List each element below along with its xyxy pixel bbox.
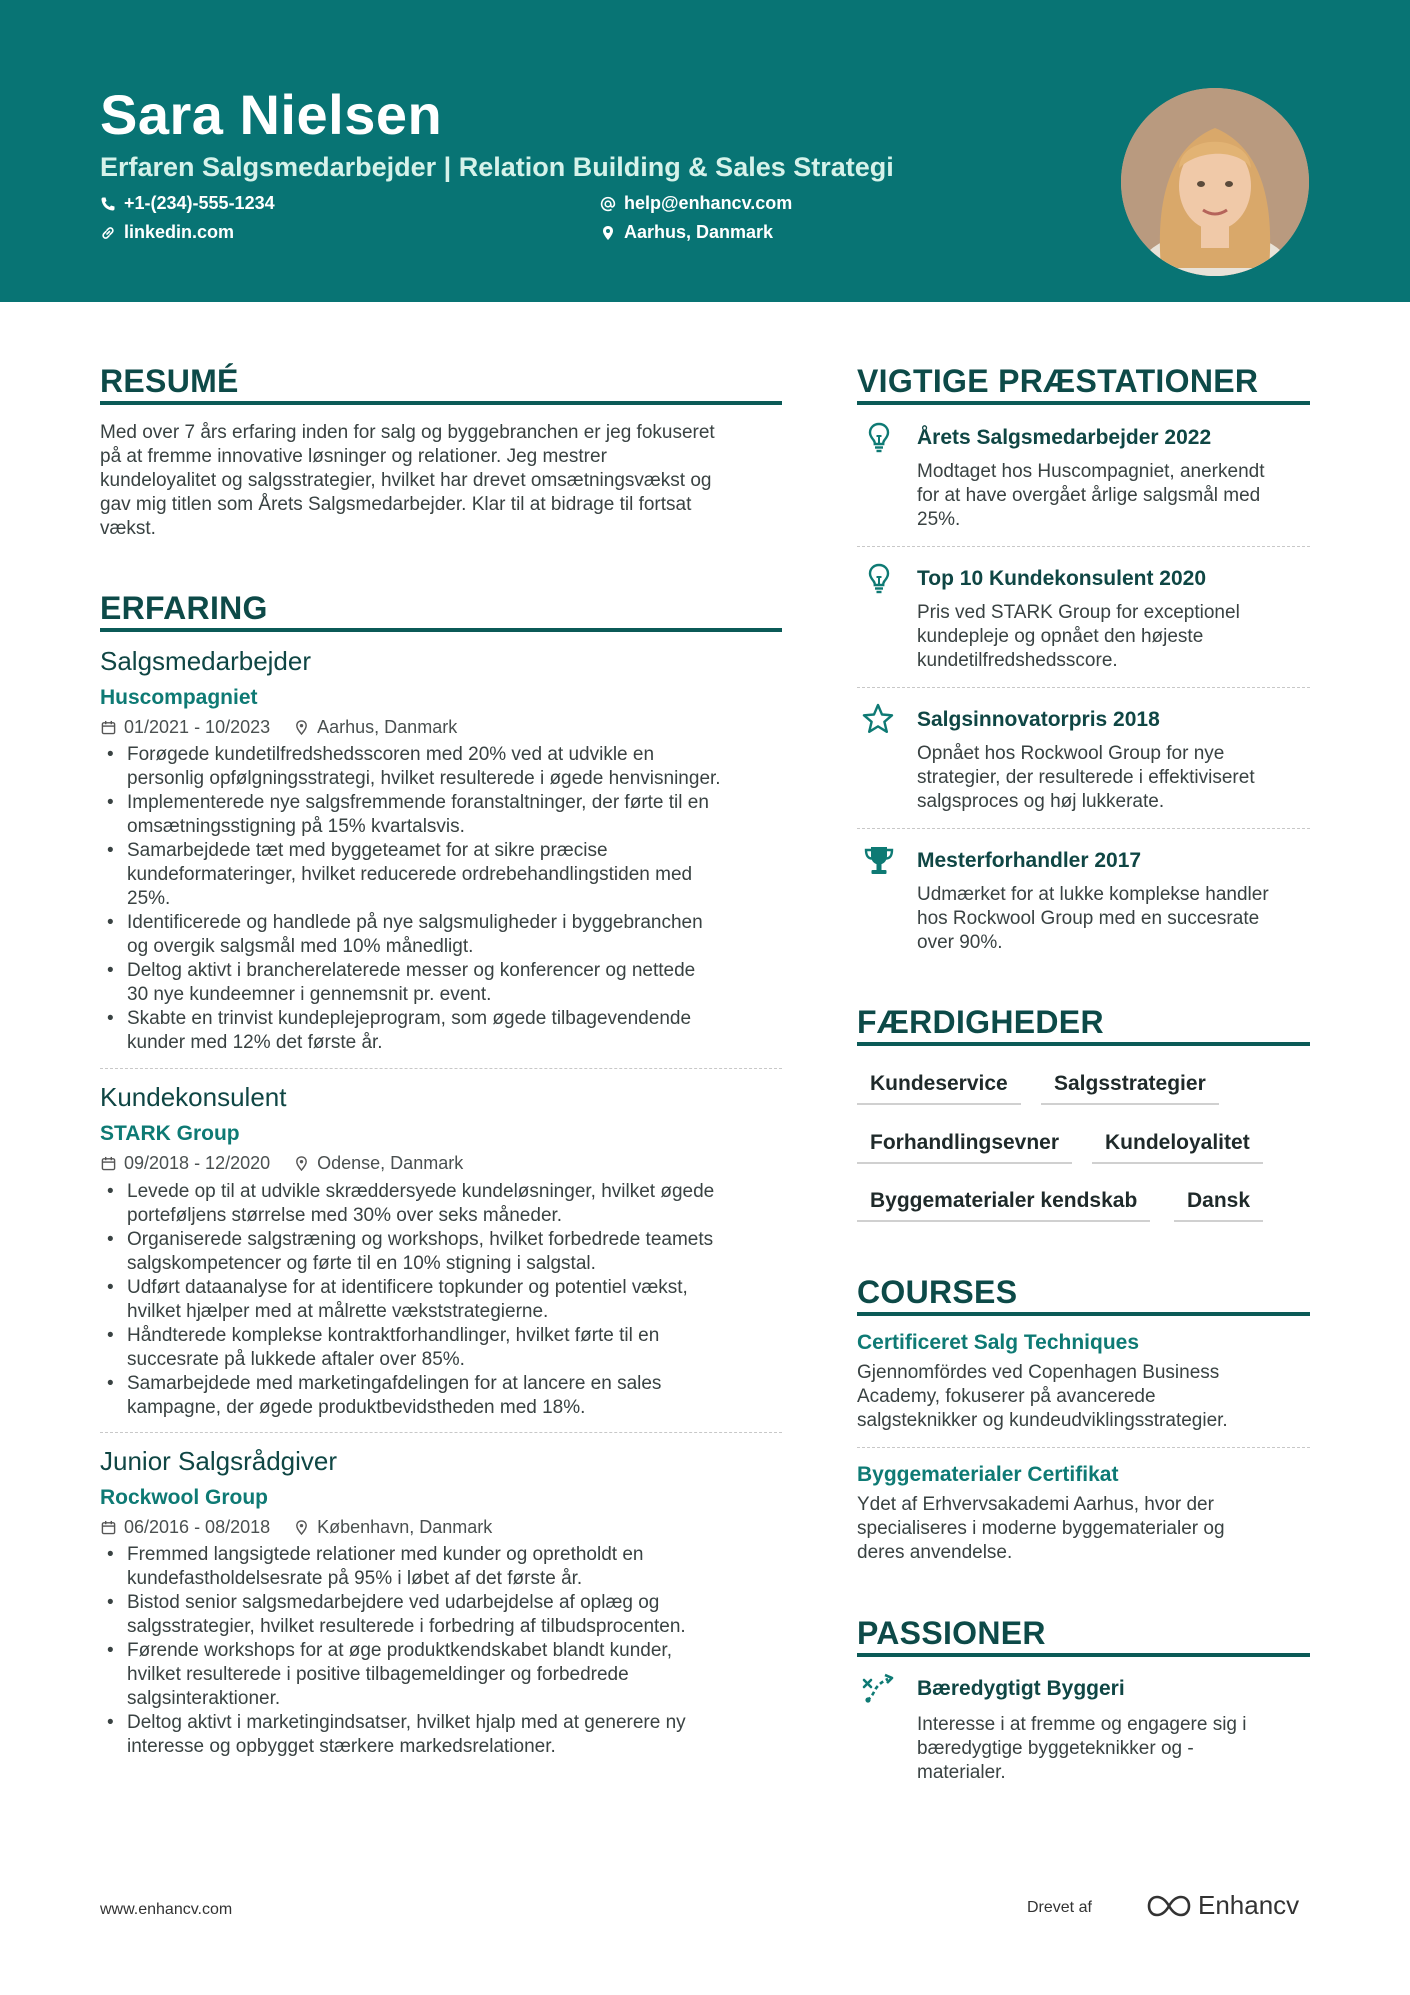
calendar-icon xyxy=(101,1156,116,1171)
courses-rule xyxy=(857,1312,1310,1316)
skill-tag: Dansk xyxy=(1174,1189,1263,1222)
job-dates: 06/2016 - 08/2018 xyxy=(124,1517,271,1537)
list-item: • Samarbejdede tæt med byggeteamet for at sikre præcise kundeformateringer, hvilket reducerede ordrebehandlingstiden med 25%. xyxy=(100,839,790,911)
location-pin-icon xyxy=(294,1156,309,1171)
contact-linkedin[interactable] xyxy=(100,222,234,243)
contact-email[interactable] xyxy=(600,193,792,214)
candidate-headline: Erfaren Salgsmedarbejder | Relation Building & Sales Strategi xyxy=(100,152,894,182)
passion-line: materialer. xyxy=(917,1762,1006,1783)
course-line: Ydet af Erhvervsakademi Aarhus, hvor der xyxy=(857,1494,1214,1515)
course-line: deres anvendelse. xyxy=(857,1542,1013,1563)
achievement-line: Udmærket for at lukke komplekse handler xyxy=(917,884,1269,905)
job-location: Odense, Danmark xyxy=(317,1153,464,1173)
list-item: • Identificerede og handlede på nye salgsmuligheder i byggebranchen og overgik salgsmål med 10% månedligt. xyxy=(100,911,790,959)
experience-rule xyxy=(100,628,782,632)
phone-icon xyxy=(100,196,116,212)
job-role: Kundekonsulent xyxy=(100,1082,287,1112)
achievement-divider xyxy=(857,687,1310,688)
course-divider xyxy=(857,1447,1310,1448)
brand-logo[interactable] xyxy=(1146,1890,1299,1921)
achievement-line: hos Rockwool Group med en succesrate xyxy=(917,908,1260,929)
list-item: • Deltog aktivt i marketingindsatser, hvilket hjalp med at generere ny interesse og opbygget stærkere markedsrelationer. xyxy=(100,1711,790,1759)
summary-line: på at fremme innovative løsninger og relationer. Jeg mestrer xyxy=(100,446,607,467)
job-role: Salgsmedarbejder xyxy=(100,646,312,676)
achievement-line: Pris ved STARK Group for exceptionel xyxy=(917,602,1240,623)
trophy-icon xyxy=(862,843,896,877)
list-item: • Levede op til at udvikle skræddersyede kundeløsninger, hvilket øgede porteføljens størrelse med 30% over seks måneder. xyxy=(100,1180,790,1228)
footer-url[interactable]: www.enhancv.com xyxy=(100,1901,233,1918)
achievements-heading: VIGTIGE PRÆSTATIONER xyxy=(857,363,1259,399)
summary-line: vækst. xyxy=(100,518,156,539)
header-banner xyxy=(0,0,1410,302)
achievement-title: Mesterforhandler 2017 xyxy=(917,849,1142,872)
achievement-divider xyxy=(857,546,1310,547)
summary-line: Med over 7 års erfaring inden for salg og byggebranchen er jeg fokuseret xyxy=(100,422,715,443)
summary-line: kundeloyalitet og salgsstrategier, hvilket har drevet omsætningsvækst og xyxy=(100,470,712,491)
star-icon xyxy=(861,702,895,736)
skills-rule xyxy=(857,1042,1310,1046)
skills-heading: FÆRDIGHEDER xyxy=(857,1004,1104,1040)
list-item: • Håndterede komplekse kontraktforhandlinger, hvilket førte til en succesrate på lukkede aftaler over 85%. xyxy=(100,1324,790,1372)
skill-tag: Kundeloyalitet xyxy=(1092,1131,1263,1164)
contact-phone[interactable] xyxy=(100,193,275,214)
location-pin-icon xyxy=(294,1520,309,1535)
achievement-line: for at have overgået årlige salgsmål med xyxy=(917,485,1261,506)
achievement-line: kundepleje og opnået den højeste xyxy=(917,626,1204,647)
job-divider xyxy=(100,1068,782,1069)
passion-heading: PASSIONER xyxy=(857,1615,1046,1651)
job-bullets xyxy=(100,743,790,1055)
email-text: help@enhancv.com xyxy=(624,193,793,213)
route-icon xyxy=(861,1672,895,1706)
course-line: specialiseres i moderne byggematerialer og xyxy=(857,1518,1225,1539)
achievement-line: kundetilfredshedsscore. xyxy=(917,650,1118,671)
achievement-title: Årets Salgsmedarbejder 2022 xyxy=(917,426,1212,449)
achievement-line: salgsproces og høj lukkerate. xyxy=(917,791,1165,812)
calendar-icon xyxy=(101,1520,116,1535)
list-item: • Organiserede salgstræning og workshops, hvilket forbedrede teamets salgskompetencer og førte til en 10% stigning i salgstal. xyxy=(100,1228,790,1276)
course-line: Academy, fokuserer på avancerede xyxy=(857,1386,1156,1407)
infinity-logo-icon xyxy=(1146,1893,1192,1919)
job-bullets xyxy=(100,1543,790,1759)
job-bullets xyxy=(100,1180,790,1420)
list-item: • Fremmed langsigtede relationer med kunder og opretholdt en kundefastholdelsesrate på 95% i løbet af det første år. xyxy=(100,1543,790,1591)
profile-photo xyxy=(1121,88,1309,276)
skill-tag: Kundeservice xyxy=(857,1072,1021,1105)
brand-name: Enhancv xyxy=(1198,1890,1300,1920)
job-meta xyxy=(101,1153,463,1174)
link-icon xyxy=(100,225,116,241)
courses-heading: COURSES xyxy=(857,1274,1018,1310)
skill-tag: Salgsstrategier xyxy=(1041,1072,1219,1105)
linkedin-text: linkedin.com xyxy=(124,222,235,242)
achievement-line: strategier, der resulterede i effektiviseret xyxy=(917,767,1255,788)
calendar-icon xyxy=(101,720,116,735)
course-title: Byggematerialer Certifikat xyxy=(857,1463,1119,1486)
job-dates: 01/2021 - 10/2023 xyxy=(124,717,271,737)
phone-text: +1-(234)-555-1234 xyxy=(124,193,275,213)
passion-title: Bæredygtigt Byggeri xyxy=(917,1677,1125,1700)
job-meta xyxy=(101,717,457,738)
at-icon xyxy=(600,196,616,212)
job-company: Huscompagniet xyxy=(100,686,258,709)
list-item: • Implementerede nye salgsfremmende foranstaltninger, der førte til en omsætningsstigning på 15% kvartalsvis. xyxy=(100,791,790,839)
list-item: • Skabte en trinvist kundeplejeprogram, som øgede tilbagevendende kunder med 12% det første år. xyxy=(100,1007,790,1055)
job-dates: 09/2018 - 12/2020 xyxy=(124,1153,271,1173)
job-divider xyxy=(100,1432,782,1433)
achievement-title: Top 10 Kundekonsulent 2020 xyxy=(917,567,1207,590)
job-location: Aarhus, Danmark xyxy=(317,717,458,737)
list-item: • Deltog aktivt i brancherelaterede messer og konferencer og nettede 30 nye kundeemner i gennemsnit pr. event. xyxy=(100,959,790,1007)
passion-line: Interesse i at fremme og engagere sig i xyxy=(917,1714,1247,1735)
achievement-line: 25%. xyxy=(917,509,961,530)
summary-line: gav mig titlen som Årets Salgsmedarbejder. Klar til at bidrage til fortsat xyxy=(100,494,692,515)
footer-powered-by: Drevet af xyxy=(1027,1899,1092,1916)
lightbulb-icon xyxy=(862,561,896,595)
location-pin-icon xyxy=(600,225,616,241)
location-text: Aarhus, Danmark xyxy=(624,222,774,242)
passion-line: bæredygtige byggeteknikker og - xyxy=(917,1738,1194,1759)
skill-tag: Forhandlingsevner xyxy=(857,1131,1072,1164)
list-item: • Samarbejdede med marketingafdelingen for at lancere en sales kampagne, der øgede produktbevidstheden med 18%. xyxy=(100,1372,790,1420)
list-item: • Førende workshops for at øge produktkendskabet blandt kunder, hvilket resulterede i positive tilbagemeldinger og forbedrede salgsinteraktioner. xyxy=(100,1639,790,1711)
experience-heading: ERFARING xyxy=(100,590,268,626)
course-title: Certificeret Salg Techniques xyxy=(857,1331,1140,1354)
job-meta xyxy=(101,1517,492,1538)
achievement-divider xyxy=(857,828,1310,829)
passion-rule xyxy=(857,1653,1310,1657)
list-item: • Forøgede kundetilfredshedsscoren med 20% ved at udvikle en personlig opfølgningsstrategi, hvilket resulterede i øgede henvisninger. xyxy=(100,743,790,791)
achievement-line: Modtaget hos Huscompagniet, anerkendt xyxy=(917,461,1265,482)
summary-rule xyxy=(100,401,782,405)
job-location: København, Danmark xyxy=(317,1517,493,1537)
list-item: • Bistod senior salgsmedarbejdere ved udarbejdelse af oplæg og salgsstrategier, hvilket resulterede i forbedring af tilbudsprocenten. xyxy=(100,1591,790,1639)
job-role: Junior Salgsrådgiver xyxy=(100,1446,338,1476)
job-company: Rockwool Group xyxy=(100,1486,268,1509)
list-item: • Udført dataanalyse for at identificere topkunder og potentiel vækst, hvilket hjælper med at målrette vækststrategierne. xyxy=(100,1276,790,1324)
lightbulb-icon xyxy=(862,420,896,454)
achievement-title: Salgsinnovatorpris 2018 xyxy=(917,708,1160,731)
location-pin-icon xyxy=(294,720,309,735)
candidate-name: Sara Nielsen xyxy=(100,83,443,146)
course-line: salgsteknikker og kundeudviklingsstrategier. xyxy=(857,1410,1228,1431)
job-company: STARK Group xyxy=(100,1122,240,1145)
contact-location xyxy=(600,222,773,243)
summary-heading: RESUMÉ xyxy=(100,363,239,399)
achievements-rule xyxy=(857,401,1310,405)
achievement-line: over 90%. xyxy=(917,932,1003,953)
skill-tag: Byggematerialer kendskab xyxy=(857,1189,1150,1222)
achievement-line: Opnået hos Rockwool Group for nye xyxy=(917,743,1225,764)
course-line: Gjennomfördes ved Copenhagen Business xyxy=(857,1362,1220,1383)
